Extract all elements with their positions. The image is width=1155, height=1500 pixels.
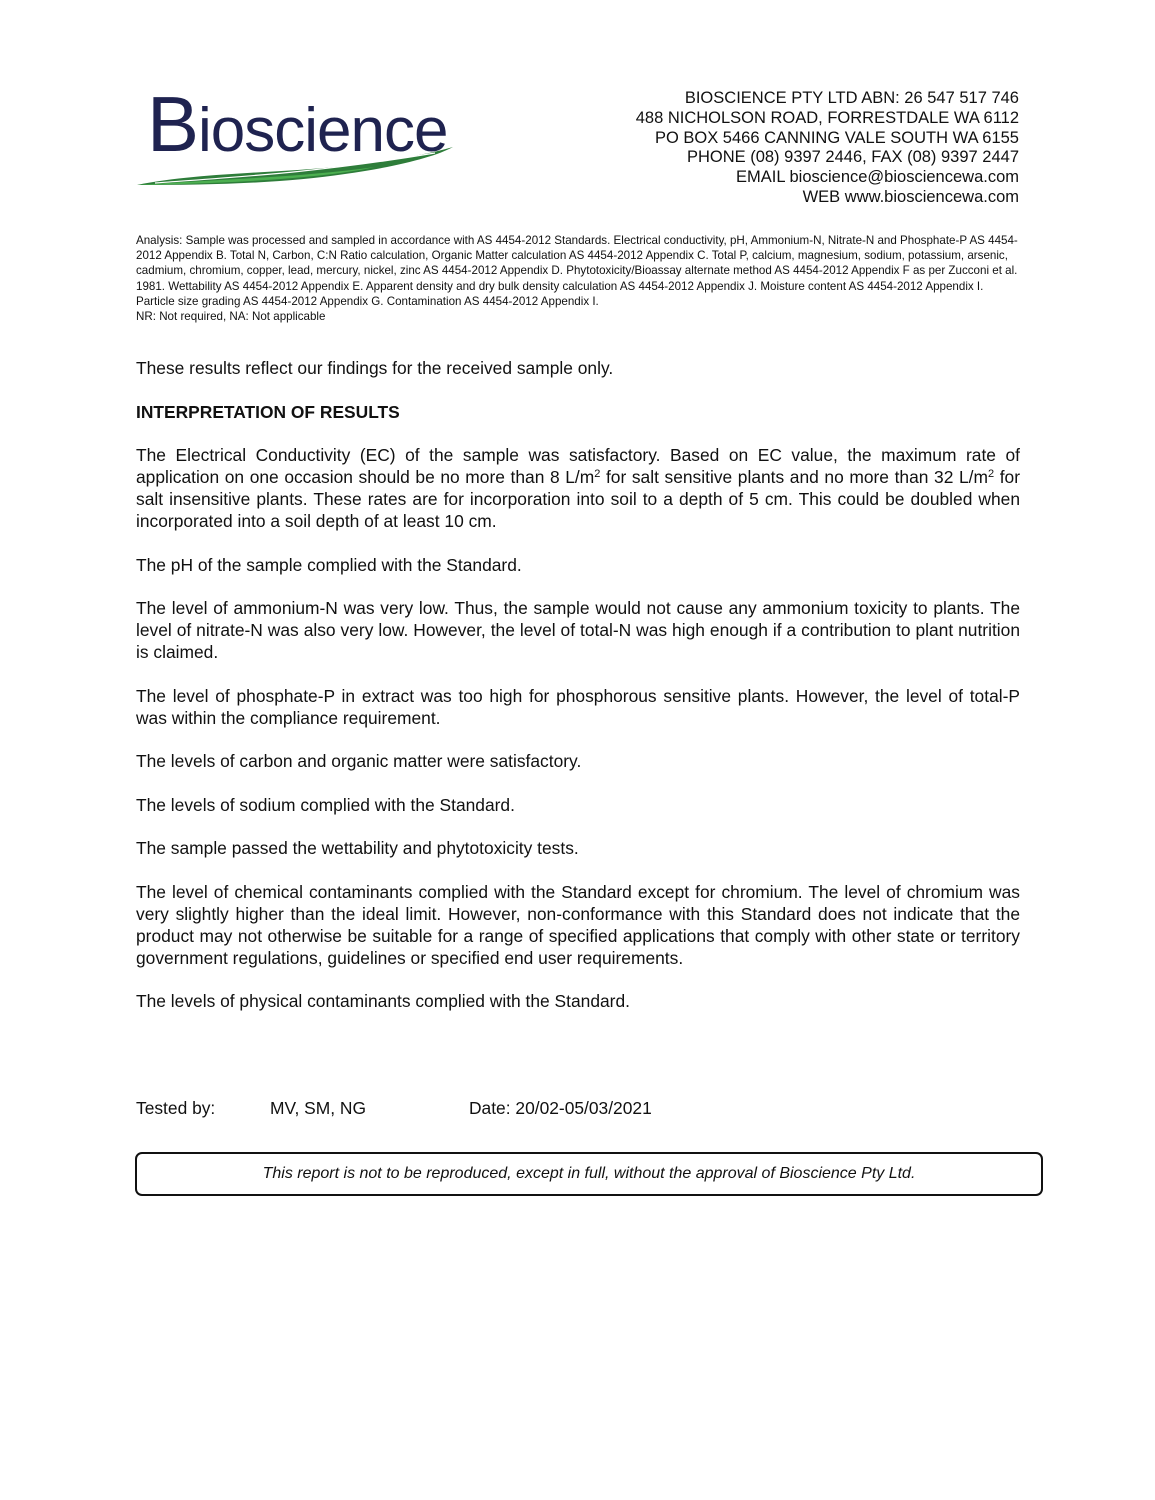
ph-paragraph: The pH of the sample complied with the Standard. <box>136 554 522 575</box>
analysis-text: Analysis: Sample was processed and sampled in accordance with AS 4454-2012 Standards. Electrical conductivity, pH, Ammonium-N, Nitrate-N and Phosphate-P AS 4454-2012 Appendix B. Total N, Carbon, C:N Ratio calculation, Organic Matter calculation AS 4454-2012 Appendix C. Total P, calcium, magnesium, sodium, potassium, arsenic, cadmium, chromium, copper, lead, mercury, nickel, zinc AS 4454-2012 Appendix D. Phytotoxicity/Bioassay alternate method AS 4454-2012 Appendix F as per Zucconi et al. 1981. Wettability AS 4454-2012 Appendix E. Apparent density and dry bulk density calculation AS 4454-2012 Appendix J. Moisture content AS 4454-2012 Appendix I. Particle size grading AS 4454-2012 Appendix G. Contamination AS 4454-2012 Appendix I. <box>136 234 1018 308</box>
section-heading: INTERPRETATION OF RESULTS <box>136 401 400 422</box>
ec-text-2: for salt sensitive plants and no more than 32 L/m <box>600 467 988 487</box>
ec-superscript-1: 2 <box>594 468 601 480</box>
test-date: Date: 20/02-05/03/2021 <box>469 1098 652 1118</box>
ec-text-3: for salt insensitive plants. These rates are for incorporation into soil to a depth of 5 cm. This could be doubled when incorporated into a soil depth of at least 10 cm. <box>136 467 1020 531</box>
physical-paragraph: The levels of physical contaminants complied with the Standard. <box>136 991 630 1011</box>
leaf-swoosh-icon <box>135 143 455 193</box>
report-body <box>136 357 1020 1034</box>
bioscience-logo <box>135 80 455 195</box>
reproduction-disclaimer: This report is not to be reproduced, except in full, without the approval of Bioscience Pty Ltd. <box>135 1152 1043 1196</box>
sodium-paragraph: The levels of sodium complied with the Standard. <box>136 794 515 815</box>
carbon-paragraph: The levels of carbon and organic matter were satisfactory. <box>136 751 582 771</box>
nitrogen-paragraph: The level of ammonium-N was very low. Thus, the sample would not cause any ammonium toxicity to plants. The level of nitrate-N was also very low. However, the level of total-N was high enough if a contribution to plant nutrition is claimed. <box>136 598 1020 662</box>
chemical-paragraph: The level of chemical contaminants complied with the Standard except for chromium. The level of chromium was very slightly higher than the ideal limit. However, non-conformance with this Standard does not indicate that the product may not otherwise be suitable for a range of specified applications that comply with other state or territory government regulations, guidelines or specified end user requirements. <box>136 881 1020 968</box>
tested-by-label: Tested by: <box>136 1098 216 1118</box>
analysis-methods <box>136 233 1021 324</box>
phosphate-paragraph: The level of phosphate-P in extract was too high for phosphorous sensitive plants. However, the level of total-P was within the compliance requirement. <box>136 685 1020 728</box>
testers: MV, SM, NG <box>270 1098 366 1118</box>
company-line-abn: BIOSCIENCE PTY LTD ABN: 26 547 517 746 <box>684 89 1019 107</box>
company-line-phone: PHONE (08) 9397 2446, FAX (08) 9397 2447 <box>686 148 1019 167</box>
logo-wordmark: Bioscience <box>147 80 448 168</box>
sample-disclaimer: These results reflect our findings for the received sample only. <box>136 358 614 378</box>
wettability-paragraph: The sample passed the wettability and phytotoxicity tests. <box>136 838 579 858</box>
ec-paragraph <box>136 444 1020 532</box>
ec-text-1: The Electrical Conductivity (EC) of the sample was satisfactory. Based on EC value, the maximum rate of application on one occasion should be no more than 8 L/m <box>136 445 1020 487</box>
company-line-address: 488 NICHOLSON ROAD, FORRESTDALE WA 6112 <box>635 108 1019 127</box>
company-line-email: EMAIL bioscience@biosciencewa.com <box>735 168 1019 187</box>
ec-superscript-2: 2 <box>987 468 995 480</box>
company-line-pobox: PO BOX 5466 CANNING VALE SOUTH WA 6155 <box>654 128 1019 147</box>
company-line-web: WEB www.biosciencewa.com <box>802 187 1019 206</box>
analysis-legend: NR: Not required, NA: Not applicable <box>136 310 326 324</box>
company-details <box>636 89 1019 208</box>
